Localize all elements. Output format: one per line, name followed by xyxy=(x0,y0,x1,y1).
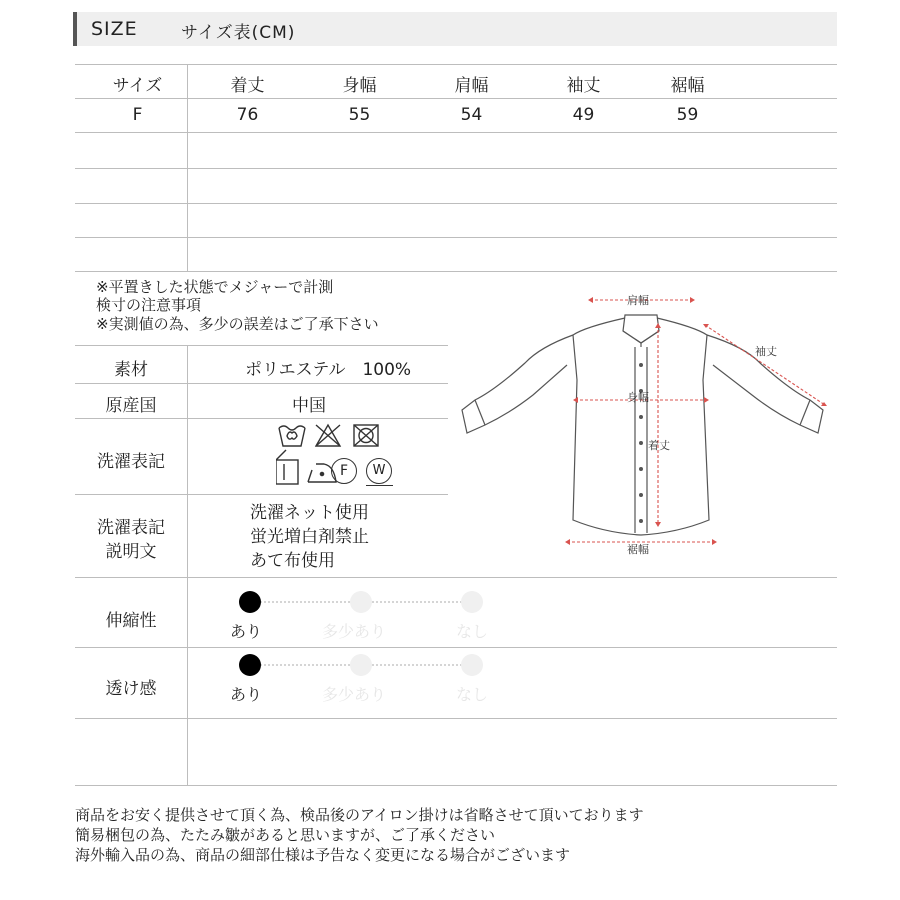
care-description xyxy=(250,501,369,573)
shirt-measurement-diagram xyxy=(455,285,835,569)
column-header-size: サイズ xyxy=(112,76,163,96)
note-line: ※実測値の為、多少の誤差はご了承下さい xyxy=(96,315,379,333)
stretch-rating-dot-selected xyxy=(239,591,261,613)
care-label: 洗濯表記 xyxy=(97,452,165,472)
size-value: F xyxy=(132,105,143,125)
hand-wash-icon xyxy=(279,426,305,446)
stretch-rating-dot xyxy=(461,591,483,613)
diagram-length-label: 着丈 xyxy=(648,439,670,452)
care-description-label: 洗濯表記 xyxy=(97,518,165,538)
wet-clean-underline xyxy=(366,485,393,486)
column-header-hem: 裾幅 xyxy=(670,76,705,96)
stretch-label: 伸縮性 xyxy=(105,611,157,631)
footer-line: 簡易梱包の為、たたみ皺があると思いますが、ご了承ください xyxy=(75,826,496,844)
origin-label: 原産国 xyxy=(105,396,157,416)
diagram-chest-label: 身幅 xyxy=(627,391,649,404)
note-line: ※平置きした状態でメジャーで計測 xyxy=(96,278,334,296)
care-description-label-2: 説明文 xyxy=(105,542,157,562)
sheer-rating-dot xyxy=(461,654,483,676)
stretch-option-some: 多少あり xyxy=(322,622,387,641)
stretch-option-yes: あり xyxy=(230,622,263,641)
dry-clean-letter: F xyxy=(339,463,349,479)
dry-clean-f-icon xyxy=(331,458,357,484)
note-line: 検寸の注意事項 xyxy=(96,296,202,314)
shoulder-value: 54 xyxy=(460,105,483,125)
diagram-hem-label: 裾幅 xyxy=(627,543,649,556)
sheer-label: 透け感 xyxy=(105,679,157,699)
diagram-sleeve-label: 袖丈 xyxy=(755,345,777,358)
diagram-shoulder-label: 肩幅 xyxy=(627,294,649,307)
sheer-rating-dot-selected xyxy=(239,654,261,676)
stretch-rating-dot xyxy=(350,591,372,613)
sheer-option-yes: あり xyxy=(230,685,263,704)
material-label: 素材 xyxy=(114,360,148,380)
origin-value: 中国 xyxy=(292,396,326,416)
care-description-line: あて布使用 xyxy=(250,551,335,571)
stretch-option-none: なし xyxy=(456,622,489,641)
column-header-shoulder: 肩幅 xyxy=(454,76,489,96)
material-value: ポリエステル 100% xyxy=(245,360,412,380)
sheer-rating-dot xyxy=(350,654,372,676)
column-header-length: 着丈 xyxy=(230,76,265,96)
wet-clean-letter: W xyxy=(372,463,386,478)
length-value: 76 xyxy=(236,105,259,125)
size-chart-subtitle: サイズ表(CM) xyxy=(181,23,296,43)
line-dry-shade-icon xyxy=(276,450,298,484)
care-description-line: 洗濯ネット使用 xyxy=(250,503,369,523)
wet-clean-w-icon xyxy=(366,458,392,484)
footer-line: 海外輸入品の為、商品の細部仕様は予告なく変更になる場合がございます xyxy=(75,846,571,864)
sheer-option-some: 多少あり xyxy=(322,685,387,704)
sheer-option-none: なし xyxy=(456,685,489,704)
sleeve-value: 49 xyxy=(572,105,595,125)
footer-line: 商品をお安く提供させて頂く為、検品後のアイロン掛けは省略させて頂いております xyxy=(75,806,644,824)
column-header-chest: 身幅 xyxy=(342,76,377,96)
column-header-sleeve: 袖丈 xyxy=(566,76,601,96)
size-heading: SIZE xyxy=(91,18,138,40)
hem-value: 59 xyxy=(676,105,699,125)
size-header xyxy=(73,12,837,46)
care-description-line: 蛍光増白剤禁止 xyxy=(250,527,369,547)
no-tumble-dry-icon xyxy=(354,425,378,446)
no-bleach-icon xyxy=(316,425,340,446)
chest-value: 55 xyxy=(348,105,371,125)
